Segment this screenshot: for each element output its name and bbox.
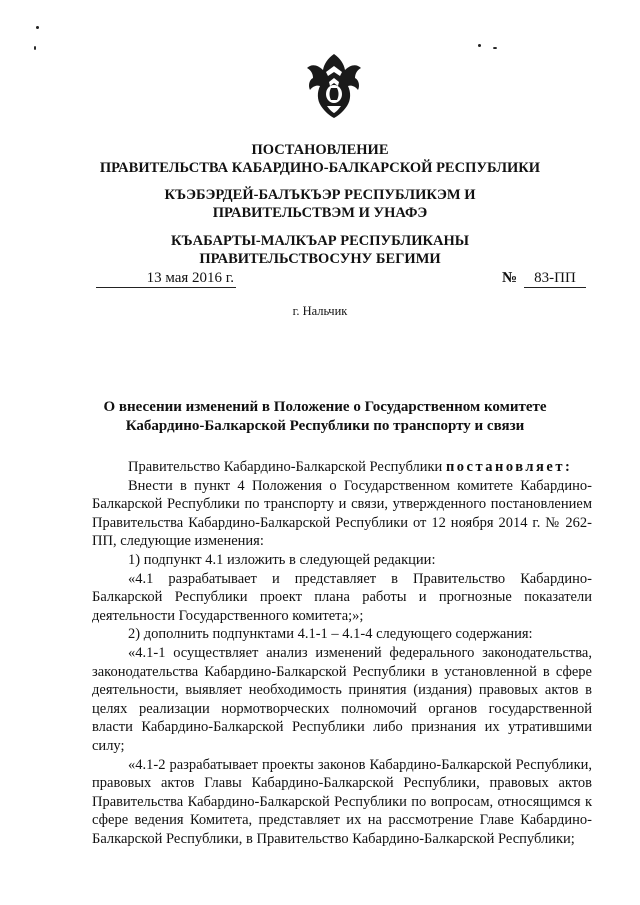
document-type-title: ПОСТАНОВЛЕНИЕ <box>251 142 389 158</box>
scan-speck <box>478 44 481 47</box>
body-paragraph: Внести в пункт 4 Положения о Государственном комитете Кабардино-Балкарской Республики по транспорту и связи, утвержденного постановлением Правительства Кабардино-Балкарской Республики от 12 ноября 2014 г. № 262-ПП, следующие изменения: <box>92 477 592 550</box>
scan-speck <box>34 46 36 50</box>
issuer-title-kabardian: КЪЭБЭРДЕЙ-БАЛЪКЪЭР РЕСПУБЛИКЭМ И ПРАВИТЕЛЬСТВЭМ И УНАФЭ <box>164 187 476 221</box>
scan-speck <box>493 47 497 49</box>
issuer-title-ru: ПРАВИТЕЛЬСТВА КАБАРДИНО-БАЛКАРСКОЙ РЕСПУБЛИКИ <box>99 160 541 176</box>
city: г. Нальчик <box>292 304 348 318</box>
document-number: 83-ПП <box>524 270 586 288</box>
date-number-row <box>96 270 586 292</box>
intro-verb: постановляет: <box>445 459 573 475</box>
body-paragraph: «4.1-1 осуществляет анализ изменений федерального законодательства, законодательства Кабардино-Балкарской Республики в установленной в сфере деятельности, выявляет необходимость принятия (издания) правовых актов в целях реализации нормотворческих полномочий органов государственной власти Кабардино-Балкарской Республики либо признания их утратившими силу; <box>92 644 592 754</box>
body-paragraph: 1) подпункт 4.1 изложить в следующей редакции: <box>128 551 436 568</box>
scan-speck <box>36 26 39 29</box>
body-intro <box>92 458 592 477</box>
document-body <box>92 458 592 848</box>
document-date: 13 мая 2016 г. <box>96 270 236 288</box>
body-paragraph: «4.1 разрабатывает и представляет в Правительство Кабардино-Балкарской Республики проект плана работы и прогнозные показатели деятельности Государственного комитета;»; <box>92 570 592 624</box>
intro-text: Правительство Кабардино-Балкарской Республики <box>128 459 443 475</box>
number-label: № <box>502 270 518 286</box>
issuer-title-balkar: КЪАБАРТЫ-МАЛКЪАР РЕСПУБЛИКАНЫ ПРАВИТЕЛЬСТВОСУНУ БЕГИМИ <box>171 233 469 267</box>
document-subject: О внесении изменений в Положение о Государственном комитете Кабардино-Балкарской Республики по транспорту и связи <box>103 399 547 434</box>
coat-of-arms-icon <box>305 52 363 120</box>
body-paragraph: «4.1-2 разрабатывает проекты законов Кабардино-Балкарской Республики, правовых актов Главы Кабардино-Балкарской Республики, правовых актов Правительства Кабардино-Балкарской Республики по вопросам, относящимся к сфере ведения Комитета, представляет их на рассмотрение Главе Кабардино-Балкарской Республики, в Правительство Кабардино-Балкарской Республики; <box>92 756 592 847</box>
body-paragraph: 2) дополнить подпунктами 4.1-1 – 4.1-4 следующего содержания: <box>128 626 533 643</box>
